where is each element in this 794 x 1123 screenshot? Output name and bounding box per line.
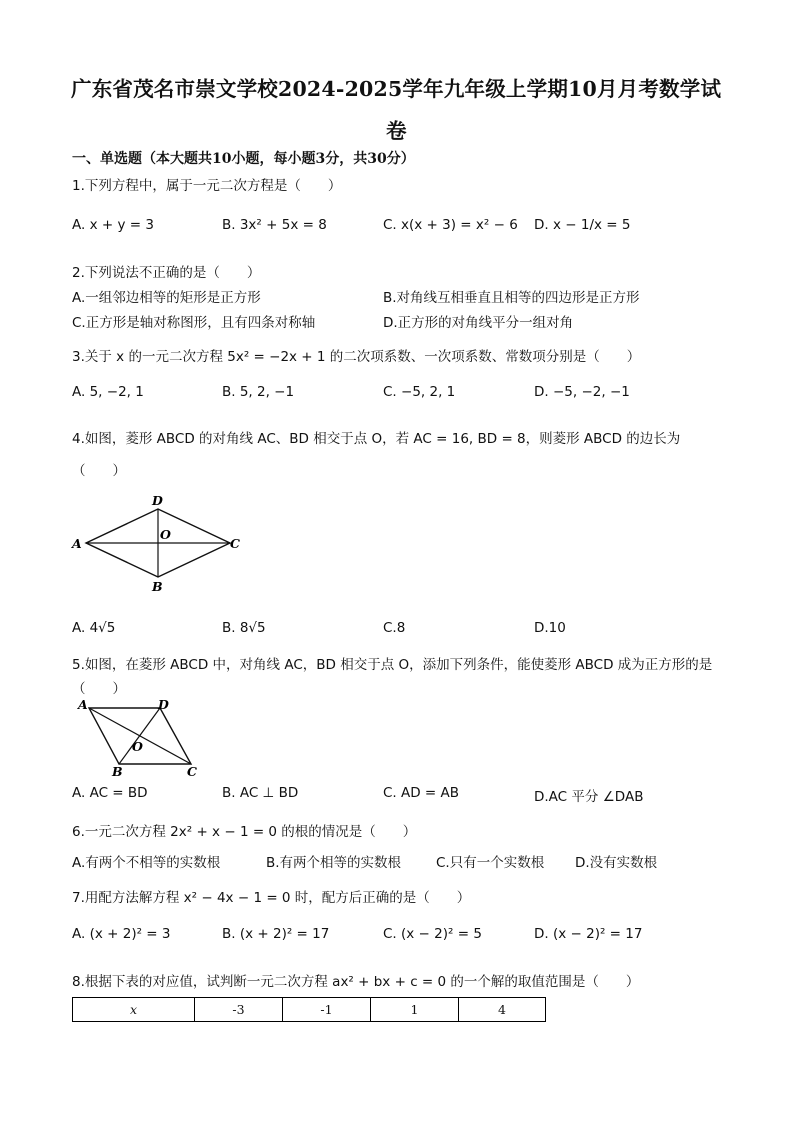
page-title-continued: 卷	[386, 119, 407, 143]
section-heading: 一、单选题（本大题共10小题，每小题3分，共30分）	[72, 151, 415, 167]
q1-option-b: B. 3x² + 5x = 8	[222, 217, 327, 233]
q5-stem: 5.如图，在菱形 ABCD 中，对角线 AC，BD 相交于点 O，添加下列条件，能使菱形 ABCD 成为正方形的是	[72, 657, 713, 673]
q4-rhombus-figure	[70, 492, 250, 592]
q5-answer-paren: （ ）	[72, 681, 126, 697]
q5-option-d: D.AC 平分 ∠DAB	[534, 789, 644, 805]
q8-value-table	[72, 997, 546, 1022]
q4-answer-paren: （ ）	[72, 463, 126, 479]
q5-option-a: A. AC = BD	[72, 785, 148, 801]
q4-option-a: A. 4√5	[72, 620, 116, 636]
q7-stem: 7.用配方法解方程 x² − 4x − 1 = 0 时，配方后正确的是（ ）	[72, 890, 471, 906]
q1-option-a: A. x + y = 3	[72, 217, 154, 233]
q4-label-a: A	[72, 536, 82, 551]
q5-label-c: C	[187, 764, 197, 777]
q5-label-d: D	[158, 697, 169, 712]
q6-option-a: A.有两个不相等的实数根	[72, 855, 221, 871]
q6-option-c: C.只有一个实数根	[436, 855, 545, 871]
q5-option-b: B. AC ⊥ BD	[222, 785, 299, 801]
q5-rhombus-figure	[74, 697, 204, 777]
q7-option-c: C. (x − 2)² = 5	[383, 926, 482, 942]
q4-option-c: C.8	[383, 620, 406, 636]
q7-option-b: B. (x + 2)² = 17	[222, 926, 330, 942]
q3-option-d: D. −5, −2, −1	[534, 384, 630, 400]
q4-label-o: O	[160, 527, 171, 542]
q6-option-d: D.没有实数根	[575, 855, 658, 871]
table-cell: 1	[371, 998, 459, 1022]
q3-option-a: A. 5, −2, 1	[72, 384, 144, 400]
q2-option-c: C.正方形是轴对称图形，且有四条对称轴	[72, 315, 316, 331]
q6-option-b: B.有两个相等的实数根	[266, 855, 402, 871]
q5-label-a: A	[78, 697, 88, 712]
q4-label-c: C	[230, 536, 240, 551]
q4-stem: 4.如图，菱形 ABCD 的对角线 AC、BD 相交于点 O，若 AC = 16, BD = 8，则菱形 ABCD 的边长为	[72, 431, 681, 447]
q1-option-d: D. x − 1/x = 5	[534, 217, 631, 233]
q5-label-b: B	[112, 764, 123, 777]
q4-option-d: D.10	[534, 620, 566, 636]
q4-label-d: D	[152, 493, 163, 508]
q3-stem: 3.关于 x 的一元二次方程 5x² = −2x + 1 的二次项系数、一次项系数、常数项分别是（ ）	[72, 349, 641, 365]
table-cell: -3	[195, 998, 283, 1022]
q3-option-b: B. 5, 2, −1	[222, 384, 295, 400]
q2-option-a: A.一组邻边相等的矩形是正方形	[72, 290, 261, 306]
table-cell: -1	[283, 998, 371, 1022]
q2-option-d: D.正方形的对角线平分一组对角	[383, 315, 574, 331]
q5-label-o: O	[132, 739, 143, 754]
q3-option-c: C. −5, 2, 1	[383, 384, 456, 400]
q2-stem: 2.下列说法不正确的是（ ）	[72, 265, 261, 281]
q4-option-b: B. 8√5	[222, 620, 266, 636]
table-cell-x-header: x	[73, 998, 195, 1022]
table-cell: 4	[459, 998, 546, 1022]
q1-option-c: C. x(x + 3) = x² − 6	[383, 217, 518, 233]
q5-option-c: C. AD = AB	[383, 785, 460, 801]
q7-option-d: D. (x − 2)² = 17	[534, 926, 643, 942]
q8-stem: 8.根据下表的对应值，试判断一元二次方程 ax² + bx + c = 0 的一个解的取值范围是（ ）	[72, 974, 640, 990]
page-title: 广东省茂名市崇文学校2024-2025学年九年级上学期10月月考数学试	[71, 77, 722, 101]
q2-option-b: B.对角线互相垂直且相等的四边形是正方形	[383, 290, 640, 306]
q4-label-b: B	[152, 579, 163, 592]
q6-stem: 6.一元二次方程 2x² + x − 1 = 0 的根的情况是（ ）	[72, 824, 417, 840]
table-row	[73, 998, 546, 1022]
q1-stem: 1.下列方程中，属于一元二次方程是（ ）	[72, 178, 342, 194]
q7-option-a: A. (x + 2)² = 3	[72, 926, 171, 942]
